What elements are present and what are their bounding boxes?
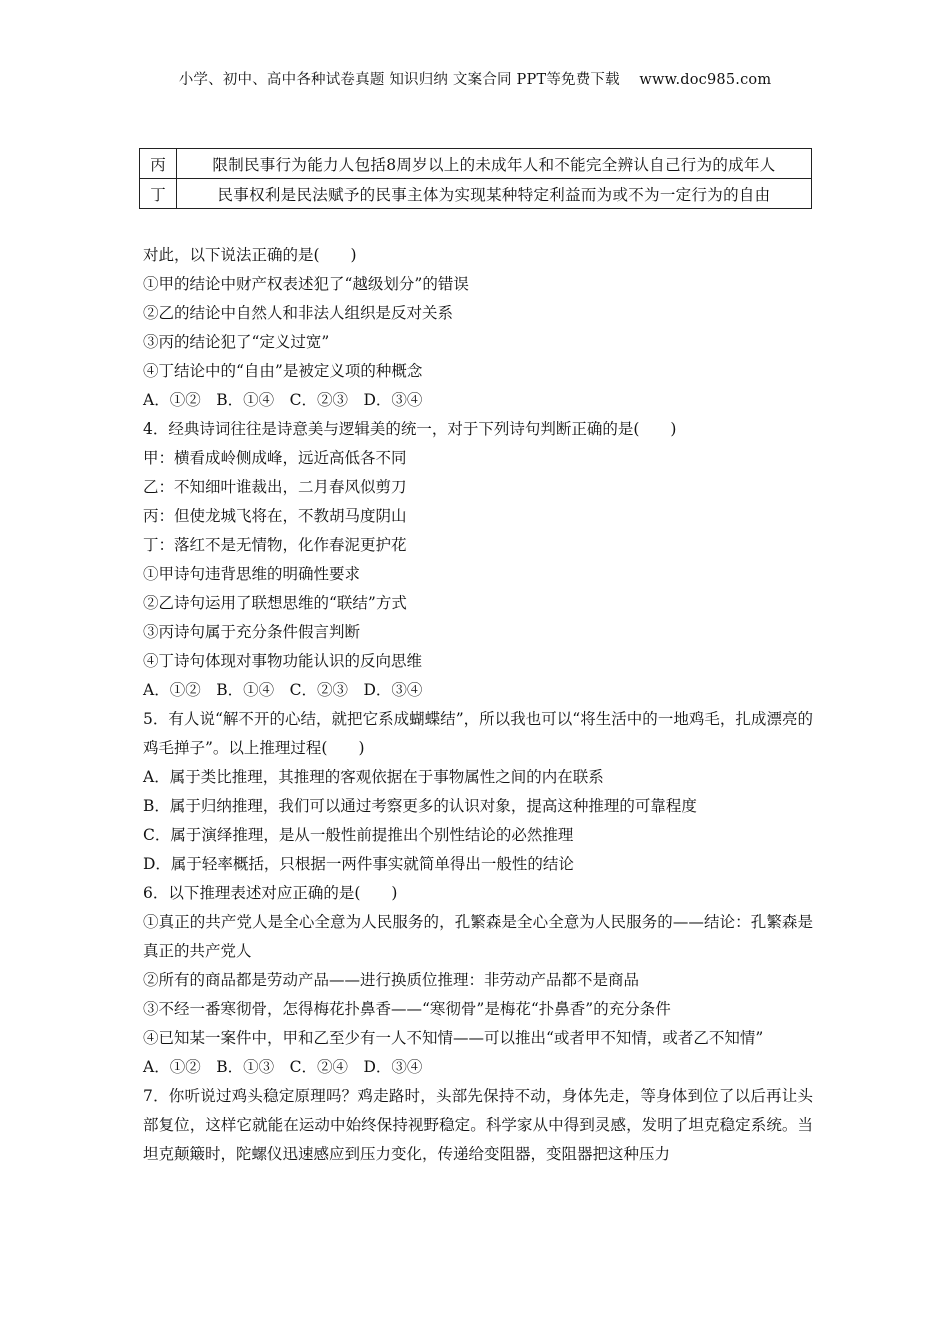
q3-item: ②乙的结论中自然人和非法人组织是反对关系: [143, 304, 454, 322]
q4-stem: 4．经典诗词往往是诗意美与逻辑美的统一，对于下列诗句判断正确的是( ): [143, 420, 677, 438]
q3-item: ④丁结论中的“自由”是被定义项的种概念: [143, 362, 423, 380]
q6-item: ①真正的共产党人是全心全意为人民服务的，孔繁森是全心全意为人民服务的——结论：孔繁森是真正的共产党人: [143, 913, 813, 960]
row-value: 民事权利是民法赋予的民事主体为实现某种特定利益而为或不为一定行为的自由: [177, 179, 812, 209]
definition-table: [139, 148, 812, 209]
q4-options: A．①② B．①④ C．②③ D．③④: [143, 681, 423, 699]
q5-choice: C．属于演绎推理，是从一般性前提推出个别性结论的必然推理: [143, 826, 574, 844]
question-content: [143, 241, 813, 1169]
q6-options: A．①② B．①③ C．②④ D．③④: [143, 1058, 423, 1076]
q5-choice: A．属于类比推理，其推理的客观依据在于事物属性之间的内在联系: [143, 768, 604, 786]
row-key: 丙: [140, 149, 177, 179]
q3-stem: 对此，以下说法正确的是( ): [143, 246, 357, 264]
q4-poem: 甲：横看成岭侧成峰，远近高低各不同: [143, 449, 407, 467]
q4-item: ③丙诗句属于充分条件假言判断: [143, 623, 361, 641]
q4-item: ④丁诗句体现对事物功能认识的反向思维: [143, 652, 423, 670]
table-row: [140, 149, 812, 179]
q3-item: ①甲的结论中财产权表述犯了“越级划分”的错误: [143, 275, 469, 293]
page-header: 小学、初中、高中各种试卷真题 知识归纳 文案合同 PPT等免费下载 www.doc985.com: [178, 72, 772, 88]
q3-item: ③丙的结论犯了“定义过宽”: [143, 333, 330, 351]
q5-stem: 5．有人说“解不开的心结，就把它系成蝴蝶结”，所以我也可以“将生活中的一地鸡毛，扎成漂亮的鸡毛掸子”。以上推理过程( ): [143, 710, 813, 757]
q4-item: ②乙诗句运用了联想思维的“联结”方式: [143, 594, 407, 612]
q4-poem: 乙：不知细叶谁裁出，二月春风似剪刀: [143, 478, 407, 496]
q6-item: ③不经一番寒彻骨，怎得梅花扑鼻香——“寒彻骨”是梅花“扑鼻香”的充分条件: [143, 1000, 671, 1018]
q4-item: ①甲诗句违背思维的明确性要求: [143, 565, 361, 583]
row-key: 丁: [140, 179, 177, 209]
q5-choice: D．属于轻率概括，只根据一两件事实就简单得出一般性的结论: [143, 855, 574, 873]
row-value: 限制民事行为能力人包括8周岁以上的未成年人和不能完全辨认自己行为的成年人: [177, 149, 812, 179]
q5-choice: B．属于归纳推理，我们可以通过考察更多的认识对象，提高这种推理的可靠程度: [143, 797, 697, 815]
q4-poem: 丁：落红不是无情物，化作春泥更护花: [143, 536, 407, 554]
q6-item: ④已知某一案件中，甲和乙至少有一人不知情——可以推出“或者甲不知情，或者乙不知情”: [143, 1029, 764, 1047]
q6-stem: 6．以下推理表述对应正确的是( ): [143, 884, 398, 902]
table-row: [140, 179, 812, 209]
q4-poem: 丙：但使龙城飞将在，不教胡马度阴山: [143, 507, 407, 525]
q3-options: A．①② B．①④ C．②③ D．③④: [143, 391, 423, 409]
q7-stem: 7．你听说过鸡头稳定原理吗？鸡走路时，头部先保持不动，身体先走，等身体到位了以后再让头部复位，这样它就能在运动中始终保持视野稳定。科学家从中得到灵感，发明了坦克稳定系统。当坦克颠簸时，陀螺仪迅速感应到压力变化，传递给变阻器，变阻器把这种压力: [143, 1087, 813, 1163]
q6-item: ②所有的商品都是劳动产品——进行换质位推理：非劳动产品都不是商品: [143, 971, 640, 989]
